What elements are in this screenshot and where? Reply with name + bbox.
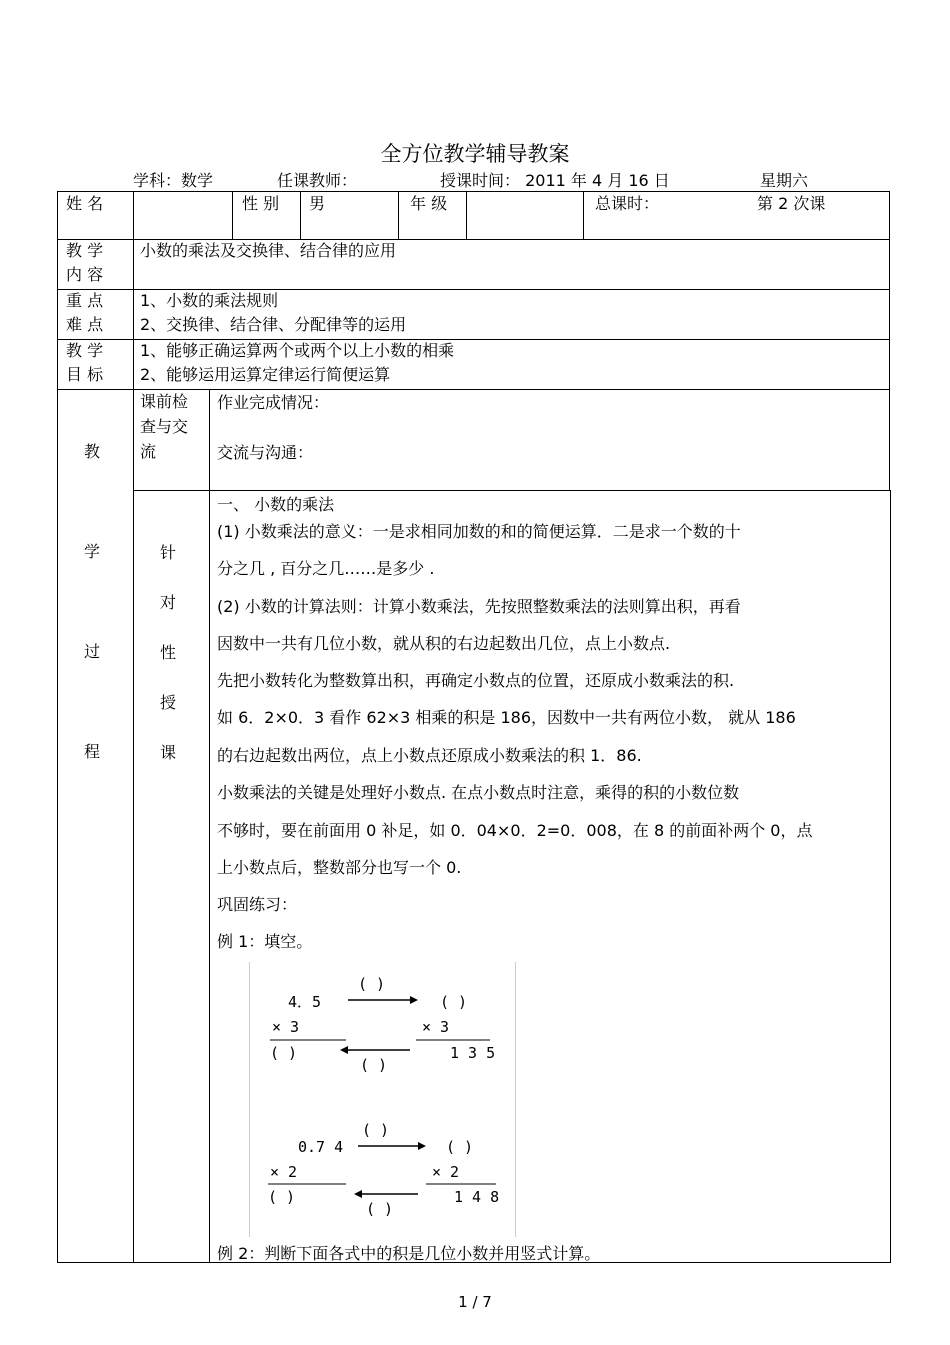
exercise-figure-svg: [250, 962, 515, 1237]
body-line: 上小数点后，整数部分也写一个 0.: [217, 858, 462, 877]
exercise-figure: [249, 962, 516, 1237]
teacher-label: 任课教师：: [277, 171, 358, 190]
teaching-char-4: 授: [160, 693, 177, 712]
total-hours-label: 总课时：: [595, 194, 660, 213]
content-label-1: 教 学: [66, 241, 104, 260]
section-heading: 一、 小数的乘法: [217, 495, 335, 514]
process-char-1: 教: [84, 442, 101, 461]
key-point-1: 1、小数的乘法规则: [140, 291, 279, 310]
lesson-time: 授课时间： 2011 年 4 月 16 日: [440, 171, 670, 190]
bottom-arrow-label: ( ): [362, 1121, 390, 1139]
page-number: 1 / 7: [458, 1293, 492, 1311]
body-line: 的右边起数出两位，点上小数点还原成小数乘法的积 1．86.: [217, 746, 642, 765]
body-line: 先把小数转化为整数算出积，再确定小数点的位置，还原成小数乘法的积.: [217, 671, 735, 690]
subject-label: 学科：数学: [133, 171, 214, 190]
bottom-left-multiplier: × 2: [270, 1163, 298, 1181]
teaching-char-3: 性: [160, 643, 177, 662]
goal-2: 2、能够运用运算定律运行简便运算: [140, 365, 391, 384]
body-line: (1) 小数乘法的意义：一是求相同加数的和的简便运算．二是求一个数的十: [217, 522, 741, 541]
name-label: 姓 名: [66, 194, 104, 213]
process-char-4: 程: [84, 742, 101, 761]
lesson-number: 第 2 次课: [757, 194, 826, 213]
content-label-2: 内 容: [66, 265, 104, 284]
check-label-3: 流: [140, 442, 157, 461]
top-left-multiplier: × 3: [272, 1018, 300, 1036]
key-label-1: 重 点: [66, 291, 104, 310]
bottom-back-arrow-label: ( ): [366, 1200, 394, 1218]
bottom-right-factor: ( ): [446, 1138, 474, 1156]
page-title: 全方位教学辅导教案: [380, 142, 570, 166]
check-label-1: 课前检: [140, 392, 189, 411]
gender-label: 性 别: [242, 194, 280, 213]
bottom-left-factor: 0.7 4: [298, 1138, 344, 1156]
communication-label: 交流与沟通：: [217, 443, 314, 462]
top-left-factor: 4．5: [288, 993, 322, 1011]
process-char-2: 学: [84, 542, 101, 561]
grade-label: 年 级: [410, 194, 448, 213]
body-line: 不够时，要在前面用 0 补足，如 0．04×0．2=0．008，在 8 的前面补两个 0，点: [217, 821, 813, 840]
body-line: 因数中一共有几位小数，就从积的右边起数出几位，点上小数点.: [217, 634, 671, 653]
top-arrow-label: ( ): [358, 975, 386, 993]
example-1-heading: 例 1：填空。: [217, 932, 313, 951]
goal-label-1: 教 学: [66, 341, 104, 360]
top-right-product: 1 3 5: [450, 1044, 496, 1062]
top-right-multiplier: × 3: [422, 1018, 450, 1036]
key-point-2: 2、交换律、结合律、分配律等的运用: [140, 315, 407, 334]
goal-1: 1、能够正确运算两个或两个以上小数的相乘: [140, 341, 455, 360]
teaching-char-1: 针: [160, 543, 177, 562]
bottom-right-product: 1 4 8: [454, 1188, 500, 1206]
teaching-char-5: 课: [160, 743, 177, 762]
weekday: 星期六: [760, 171, 809, 190]
bottom-left-blank: ( ): [268, 1188, 296, 1206]
top-back-arrow-label: ( ): [360, 1056, 388, 1074]
top-right-factor: ( ): [440, 993, 468, 1011]
check-label-2: 查与交: [140, 417, 189, 436]
practice-heading: 巩固练习：: [217, 895, 298, 914]
content-value: 小数的乘法及交换律、结合律的应用: [140, 241, 397, 260]
homework-label: 作业完成情况：: [217, 393, 330, 412]
body-line: (2) 小数的计算法则：计算小数乘法，先按照整数乘法的法则算出积，再看: [217, 597, 741, 616]
goal-label-2: 目 标: [66, 365, 104, 384]
bottom-right-multiplier: × 2: [432, 1163, 460, 1181]
body-line: 小数乘法的关键是处理好小数点. 在点小数点时注意，乘得的积的小数位数: [217, 783, 740, 802]
gender-value: 男: [309, 194, 326, 213]
process-char-3: 过: [84, 642, 101, 661]
key-label-2: 难 点: [66, 315, 104, 334]
top-left-blank: ( ): [270, 1044, 298, 1062]
example-2-heading: 例 2：判断下面各式中的积是几位小数并用竖式计算。: [217, 1244, 601, 1263]
body-line: 分之几 , 百分之几……是多少 .: [217, 559, 435, 578]
body-line: 如 6．2×0．3 看作 62×3 相乘的积是 186，因数中一共有两位小数， 就从 186: [217, 708, 796, 727]
teaching-char-2: 对: [160, 593, 177, 612]
